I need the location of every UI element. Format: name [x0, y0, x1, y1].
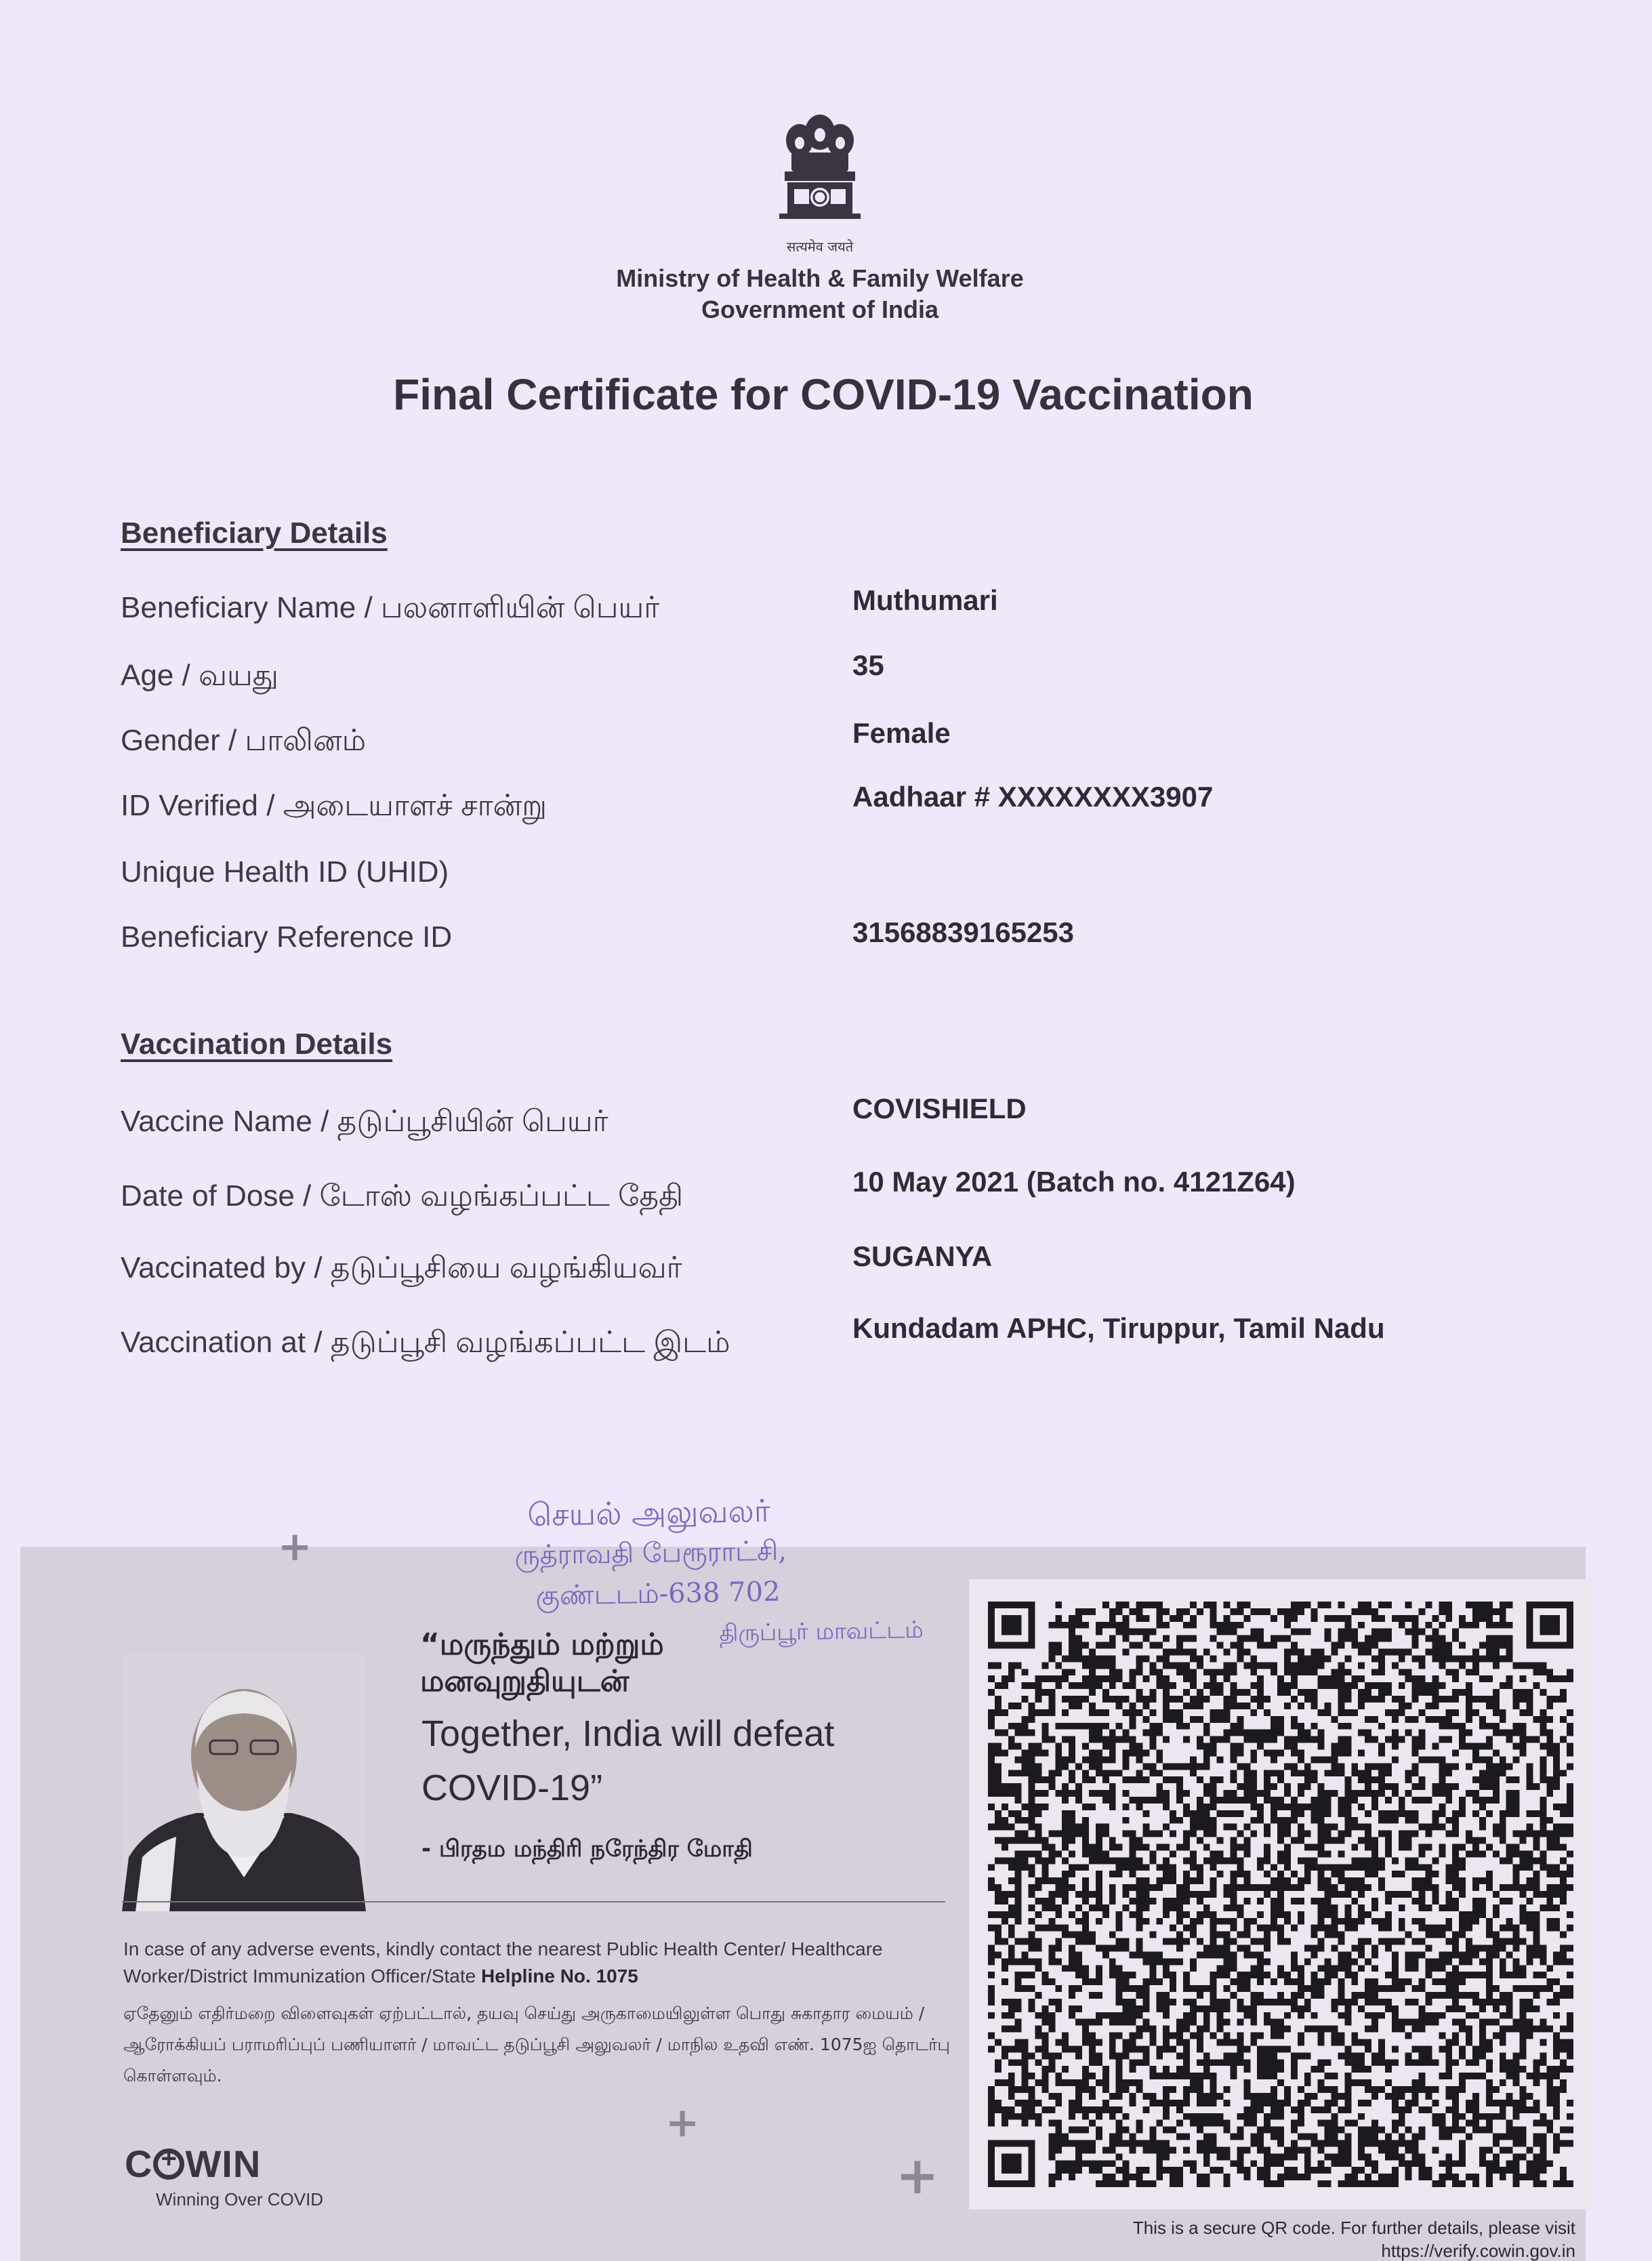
cowin-plus-icon: [153, 2148, 184, 2180]
cowin-logo: [125, 2142, 261, 2186]
ministry-name: Ministry of Health & Family Welfare: [616, 264, 1024, 292]
beneficiary-name-label: Beneficiary Name / பலனாளியின் பெயர்: [121, 591, 660, 624]
plus-icon: +: [278, 1523, 312, 1570]
vaccinated-by-label: Vaccinated by / தடுப்பூசியை வழங்கியவர்: [121, 1251, 682, 1284]
divider: [122, 1901, 945, 1902]
prime-minister-portrait: [122, 1654, 366, 1911]
stamp-line1: செயல் அலுவலர்: [527, 1492, 771, 1534]
stamp-line4: திருப்பூர் மாவட்டம்: [719, 1616, 924, 1648]
stamp-line2: ருத்ராவதி பேரூராட்சி,: [514, 1535, 787, 1572]
vaccination-details-heading: Vaccination Details: [121, 1027, 393, 1061]
adverse-events-english-text: In case of any adverse events, kindly contact the nearest Public Health Center/ Healthcare Worker/District Immunization Officer/State: [123, 1938, 883, 1987]
age-label: Age / வயது: [121, 659, 278, 692]
vaccinated-by-value: SUGANYA: [852, 1240, 993, 1272]
date-of-dose-label: Date of Dose / டோஸ் வழங்கப்பட்ட தேதி: [121, 1179, 684, 1213]
stamp-line3: குண்டடம்-638 702: [535, 1576, 781, 1612]
ministry-header: [474, 263, 1165, 325]
qr-verify-link[interactable]: https://verify.cowin.gov.in: [1381, 2241, 1575, 2261]
cowin-logo-c: C: [125, 2142, 153, 2185]
quote-english: Together, India will defeat COVID-19”: [421, 1713, 835, 1808]
helpline-number: Helpline No. 1075: [481, 1965, 638, 1987]
quote-tamil-line1: “மருந்தும் மற்றும்: [420, 1627, 664, 1662]
age-value: 35: [852, 649, 884, 681]
adverse-events-english: [123, 1936, 964, 1990]
quote-tamil-line2: மனவுறுதியுடன்: [420, 1664, 629, 1698]
emblem-motto: सत्यमेव जयते: [786, 239, 854, 255]
national-emblem-icon: [772, 105, 867, 247]
quote-attribution: - பிரதம மந்திரி நரேந்திர மோதி: [421, 1835, 753, 1862]
reference-id-label: Beneficiary Reference ID: [121, 920, 453, 954]
qr-code: [988, 1598, 1573, 2191]
vaccination-at-value: Kundadam APHC, Tiruppur, Tamil Nadu: [852, 1312, 1385, 1344]
plus-icon: +: [896, 2145, 939, 2205]
certificate-title: Final Certificate for COVID-19 Vaccination: [393, 370, 1254, 419]
plus-icon: +: [665, 2099, 700, 2146]
reference-id-value: 31568839165253: [852, 916, 1075, 948]
adverse-events-tamil: ஏதேனும் எதிர்மறை விளைவுகள் ஏற்பட்டால், தயவு செய்து அருகாமையிலுள்ள பொது சுகாதார மையம் / ஆரோக்கியப் பராமரிப்புப் பணியாளர் / மாவட்ட தடுப்பூசி அலுவலர் / மாநில உதவி எண். 1075ஐ தொடர்பு கொள்ளவும்.: [123, 2003, 950, 2085]
id-verified-value: Aadhaar # XXXXXXXX3907: [852, 781, 1214, 813]
beneficiary-name-value: Muthumari: [852, 584, 998, 616]
qr-code-container: [969, 1579, 1592, 2209]
cowin-logo-rest: WIN: [185, 2142, 262, 2185]
vaccine-name-value: COVISHIELD: [852, 1093, 1027, 1124]
vaccination-at-label: Vaccination at / தடுப்பூசி வழங்கப்பட்ட இடம்: [121, 1326, 730, 1359]
qr-note: [969, 2216, 1575, 2261]
gender-label: Gender / பாலினம்: [121, 724, 367, 757]
date-of-dose-value: 10 May 2021 (Batch no. 4121Z64): [852, 1166, 1296, 1198]
id-verified-label: ID Verified / அடையாளச் சான்று: [121, 789, 548, 822]
official-stamp: [514, 1488, 936, 1658]
qr-note-text: This is a secure QR code. For further details, please visit: [1132, 2218, 1575, 2238]
uhid-label: Unique Health ID (UHID): [121, 855, 449, 889]
cowin-tagline: Winning Over COVID: [156, 2189, 324, 2209]
government-name: Government of India: [701, 296, 939, 323]
beneficiary-details-heading: Beneficiary Details: [121, 516, 388, 550]
vaccine-name-label: Vaccine Name / தடுப்பூசியின் பெயர்: [121, 1105, 608, 1138]
gender-value: Female: [852, 717, 951, 749]
